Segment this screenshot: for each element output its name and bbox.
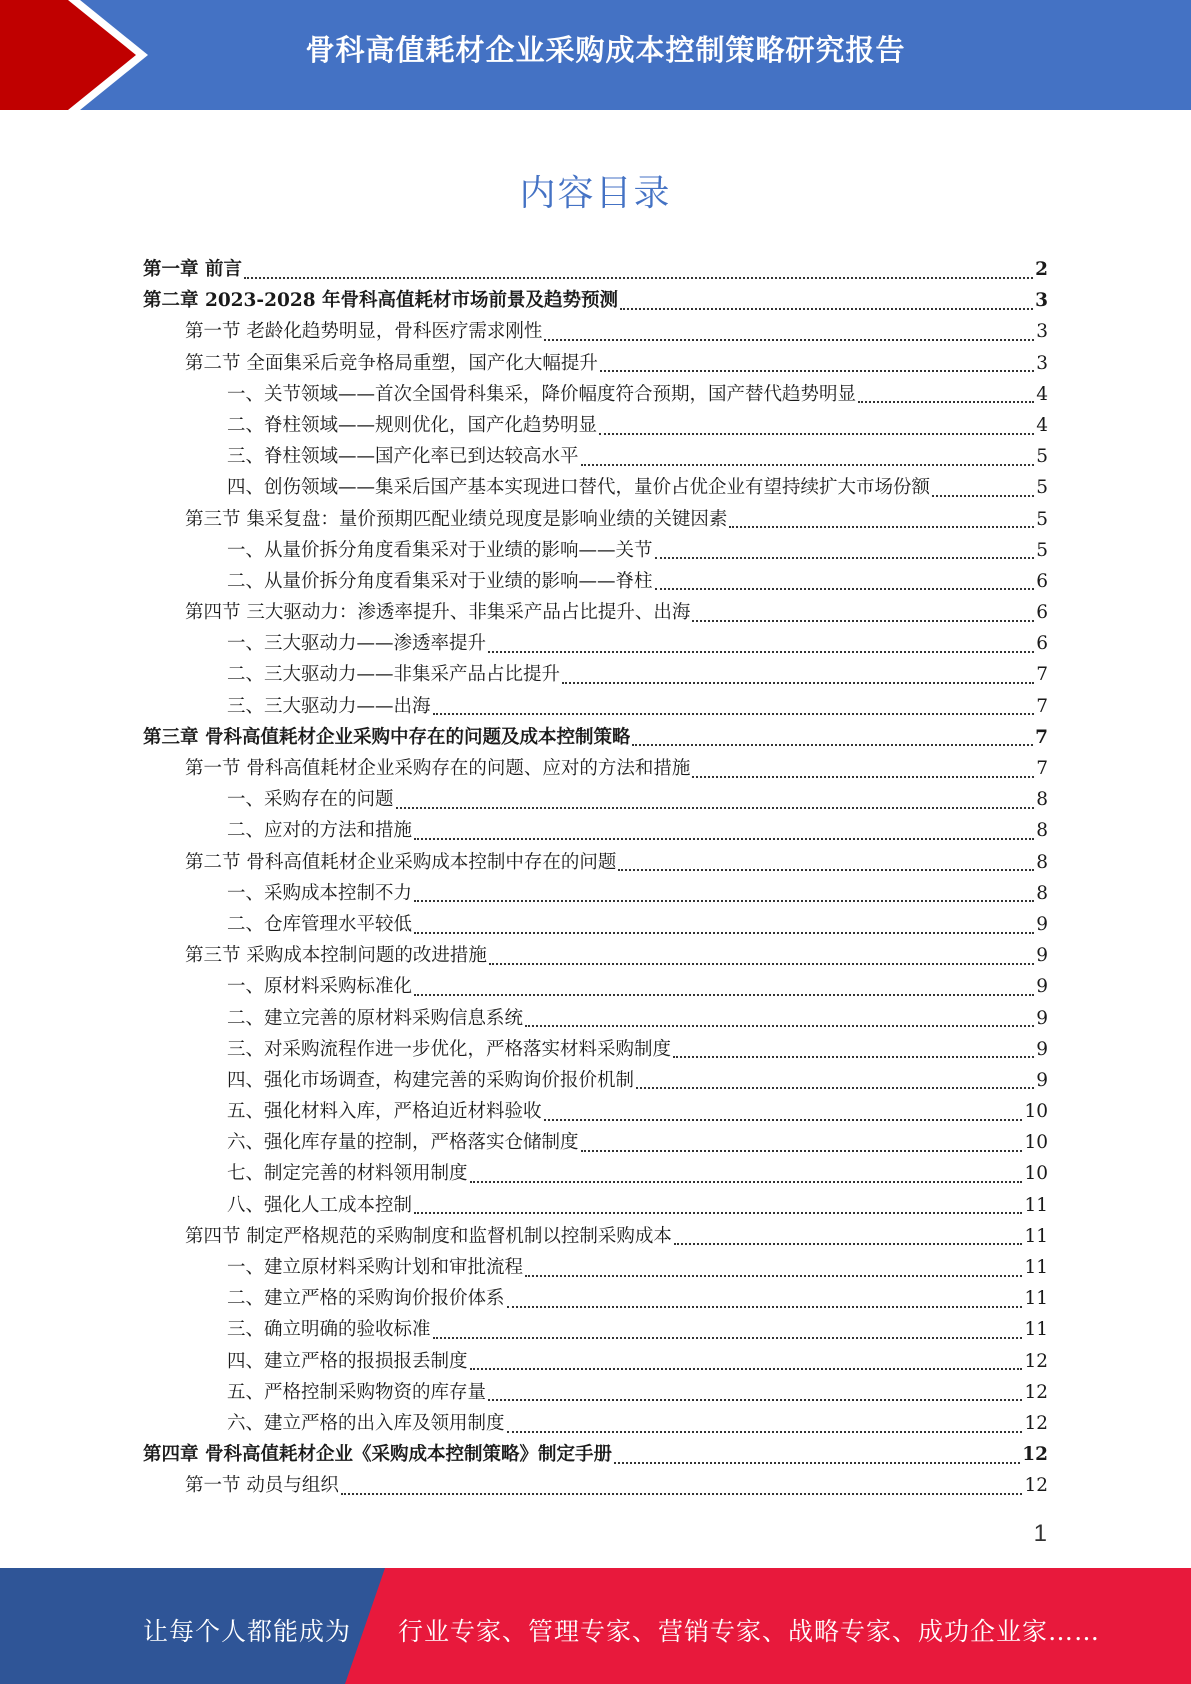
toc-entry-text: 二、脊柱领域——规则优化，国产化趋势明显 [227,414,598,436]
toc-entry-page: 2 [1035,259,1048,280]
toc-entry[interactable] [143,1190,1048,1221]
toc-dot-leader [396,807,1035,809]
toc-dot-leader [636,1087,1034,1089]
toc-entry-page: 5 [1036,477,1048,499]
toc-entry[interactable] [143,847,1048,878]
toc-entry[interactable] [143,597,1048,628]
toc-entry-text: 二、从量价拆分角度看集采对于业绩的影响——脊柱 [227,570,653,592]
toc-entry[interactable] [143,815,1048,846]
toc-entry[interactable] [143,285,1048,316]
toc-entry[interactable] [143,566,1048,597]
toc-dot-leader [414,838,1034,840]
toc-entry-text: 六、强化库存量的控制，严格落实仓储制度 [227,1132,579,1154]
toc-entry-page: 9 [1036,913,1048,935]
toc-dot-leader [433,1337,1023,1339]
toc-entry-page: 4 [1036,383,1048,405]
toc-entry[interactable] [143,1252,1048,1283]
toc-dot-leader [581,464,1035,466]
footer-slogan-left: 让每个人都能成为 [143,1617,352,1646]
toc-entry-page: 9 [1036,1069,1048,1091]
toc-entry-page: 7 [1036,695,1048,717]
toc-entry-page: 5 [1036,539,1048,561]
toc-entry[interactable] [143,1127,1048,1158]
toc-entry-text: 第二节 骨科高值耗材企业采购成本控制中存在的问题 [185,851,617,873]
toc-dot-leader [655,557,1035,559]
toc-entry-text: 五、强化材料入库，严格迫近材料验收 [227,1101,542,1123]
toc-entry[interactable] [143,1096,1048,1127]
toc-entry[interactable] [143,1439,1048,1470]
toc-dot-leader [618,869,1034,871]
toc-entry-page: 6 [1036,633,1048,655]
toc-entry-page: 10 [1024,1132,1048,1154]
toc-entry-page: 12 [1024,1475,1048,1497]
toc-heading: 内容目录 [519,173,672,214]
toc-entry[interactable] [143,1377,1048,1408]
footer-slogan-right: 行业专家、管理专家、营销专家、战略专家、成功企业家…… [398,1617,1101,1646]
toc-entry-text: 一、采购存在的问题 [227,789,394,811]
toc-dot-leader [599,433,1034,435]
toc-entry-page: 3 [1036,321,1048,343]
toc-entry-text: 三、对采购流程作进一步优化，严格落实材料采购制度 [227,1038,672,1060]
toc-dot-leader [858,401,1034,403]
toc-dot-leader [414,994,1034,996]
toc-entry-text: 四、创伤领域——集采后国产基本实现进口替代，量价占优企业有望持续扩大市场份额 [227,477,931,499]
toc-dot-leader [600,370,1034,372]
toc-entry-text: 第四节 制定严格规范的采购制度和监督机制以控制采购成本 [185,1225,672,1247]
toc-entry-text: 二、建立严格的采购询价报价体系 [227,1288,505,1310]
toc-entry[interactable] [143,940,1048,971]
toc-entry[interactable] [143,316,1048,347]
toc-entry-page: 5 [1036,446,1048,468]
toc-entry-page: 9 [1036,1038,1048,1060]
toc-entry-page: 9 [1036,1007,1048,1029]
toc-entry[interactable] [143,753,1048,784]
toc-entry-page: 12 [1022,1444,1048,1466]
table-of-contents [143,254,1048,1502]
page-number: 1 [1033,1520,1047,1547]
toc-entry[interactable] [143,971,1048,1002]
toc-dot-leader [525,1275,1022,1277]
toc-entry-page: 3 [1035,290,1048,312]
toc-dot-leader [489,963,1034,965]
toc-entry-page: 3 [1036,352,1048,374]
toc-entry-text: 五、严格控制采购物资的库存量 [227,1381,487,1403]
toc-entry[interactable] [143,1314,1048,1345]
toc-entry-page: 9 [1036,945,1048,967]
report-title: 骨科高值耗材企业采购成本控制策略研究报告 [305,33,906,67]
toc-entry-page: 7 [1035,726,1048,748]
toc-dot-leader [544,339,1034,341]
toc-entry-page: 10 [1024,1163,1048,1185]
toc-entry[interactable] [143,1221,1048,1252]
toc-entry-text: 八、强化人工成本控制 [227,1194,413,1216]
toc-dot-leader [544,1119,1023,1121]
toc-dot-leader [655,588,1035,590]
toc-dot-leader [488,1399,1022,1401]
toc-entry-page: 8 [1036,851,1048,873]
toc-dot-leader [581,1150,1023,1152]
toc-entry-text: 第一节 老龄化趋势明显，骨科医疗需求刚性 [185,321,543,343]
toc-dot-leader [673,1056,1034,1058]
toc-entry[interactable] [143,1065,1048,1096]
toc-dot-leader [562,682,1034,684]
toc-entry-page: 6 [1036,570,1048,592]
toc-entry-text: 一、从量价拆分角度看集采对于业绩的影响——关节 [227,539,653,561]
toc-entry[interactable] [143,1003,1048,1034]
toc-entry[interactable] [143,348,1048,379]
toc-dot-leader [414,932,1034,934]
toc-entry-text: 第四章 骨科高值耗材企业《采购成本控制策略》制定手册 [143,1444,612,1466]
toc-entry-text: 一、三大驱动力——渗透率提升 [227,633,487,655]
toc-entry-text: 第四节 三大驱动力：渗透率提升、非集采产品占比提升、出海 [185,602,691,624]
toc-entry[interactable] [143,784,1048,815]
toc-entry[interactable] [143,1408,1048,1439]
toc-entry[interactable] [143,1158,1048,1189]
toc-entry-page: 8 [1036,820,1048,842]
toc-dot-leader [620,308,1033,310]
toc-dot-leader [414,900,1034,902]
page-footer [0,1568,1191,1684]
toc-entry-page: 7 [1036,758,1048,779]
toc-dot-leader [414,1212,1022,1214]
toc-entry-text: 二、建立完善的原材料采购信息系统 [227,1007,524,1029]
toc-entry-page: 4 [1036,414,1048,436]
toc-entry-text: 七、制定完善的材料领用制度 [227,1163,468,1185]
toc-entry-text: 四、建立严格的报损报丢制度 [227,1350,468,1372]
toc-dot-leader [507,1431,1023,1433]
toc-entry-page: 8 [1036,789,1048,811]
toc-dot-leader [341,1493,1023,1495]
toc-entry-text: 第三节 采购成本控制问题的改进措施 [185,945,487,967]
toc-entry[interactable] [143,659,1048,690]
toc-entry[interactable] [143,379,1048,410]
toc-entry-text: 三、脊柱领域——国产化率已到达较高水平 [227,446,579,468]
toc-entry[interactable] [143,878,1048,909]
toc-entry-text: 四、强化市场调查，构建完善的采购询价报价机制 [227,1069,635,1091]
toc-dot-leader [674,1243,1023,1245]
toc-entry-text: 三、三大驱动力——出海 [227,695,431,717]
toc-entry[interactable] [143,504,1048,535]
toc-entry[interactable] [143,254,1048,285]
toc-entry-text: 一、原材料采购标准化 [227,976,413,998]
toc-entry[interactable] [143,691,1048,722]
toc-entry-text: 六、建立严格的出入库及领用制度 [227,1412,505,1434]
toc-entry[interactable] [143,472,1048,503]
toc-entry-text: 第二节 全面集采后竞争格局重塑，国产化大幅提升 [185,352,598,374]
toc-entry[interactable] [143,441,1048,472]
toc-dot-leader [470,1368,1023,1370]
toc-entry-text: 第二章 2023-2028 年骨科高值耗材市场前景及趋势预测 [143,290,619,312]
toc-entry-page: 12 [1024,1381,1048,1403]
toc-entry[interactable] [143,1283,1048,1314]
toc-entry-text: 一、采购成本控制不力 [227,882,413,904]
toc-entry-page: 12 [1024,1350,1048,1372]
toc-entry-page: 7 [1036,664,1048,686]
toc-dot-leader [244,277,1033,279]
toc-entry[interactable] [143,722,1048,753]
toc-dot-leader [507,1306,1023,1308]
toc-dot-leader [632,744,1033,746]
toc-entry[interactable] [143,628,1048,659]
toc-entry-page: 6 [1036,602,1048,624]
toc-entry-text: 三、确立明确的验收标准 [227,1319,431,1341]
toc-entry-page: 11 [1024,1194,1048,1216]
toc-entry-page: 11 [1024,1319,1048,1341]
toc-entry[interactable] [143,410,1048,441]
toc-dot-leader [525,1025,1034,1027]
page-header [0,0,1191,110]
toc-entry-text: 二、应对的方法和措施 [227,820,413,842]
toc-entry-text: 第一节 动员与组织 [185,1475,339,1497]
toc-entry-text: 第一节 骨科高值耗材企业采购存在的问题、应对的方法和措施 [185,758,691,779]
toc-dot-leader [729,526,1034,528]
toc-entry[interactable] [143,1034,1048,1065]
toc-entry-page: 8 [1036,882,1048,904]
toc-entry[interactable] [143,1470,1048,1501]
toc-entry-text: 二、三大驱动力——非集采产品占比提升 [227,664,561,686]
toc-entry-page: 5 [1036,508,1048,530]
toc-entry-text: 第三节 集采复盘：量价预期匹配业绩兑现度是影响业绩的关键因素 [185,508,728,530]
toc-entry-text: 一、关节领域——首次全国骨科集采，降价幅度符合预期，国产替代趋势明显 [227,383,857,405]
toc-dot-leader [692,776,1034,778]
toc-entry-page: 11 [1024,1257,1048,1278]
toc-dot-leader [932,495,1034,497]
toc-entry-text: 第一章 前言 [143,259,242,280]
toc-entry[interactable] [143,535,1048,566]
toc-entry[interactable] [143,1346,1048,1377]
toc-dot-leader [470,1181,1023,1183]
toc-entry-page: 11 [1024,1225,1048,1247]
toc-dot-leader [614,1462,1020,1464]
toc-entry-page: 11 [1024,1288,1048,1310]
toc-dot-leader [692,620,1034,622]
toc-entry-text: 第三章 骨科高值耗材企业采购中存在的问题及成本控制策略 [143,726,631,748]
toc-entry-text: 一、建立原材料采购计划和审批流程 [227,1257,524,1278]
toc-entry-text: 二、仓库管理水平较低 [227,913,413,935]
toc-entry-page: 10 [1024,1101,1048,1123]
toc-entry[interactable] [143,909,1048,940]
toc-entry-page: 9 [1036,976,1048,998]
toc-dot-leader [433,713,1035,715]
toc-entry-page: 12 [1024,1412,1048,1434]
toc-dot-leader [488,651,1034,653]
